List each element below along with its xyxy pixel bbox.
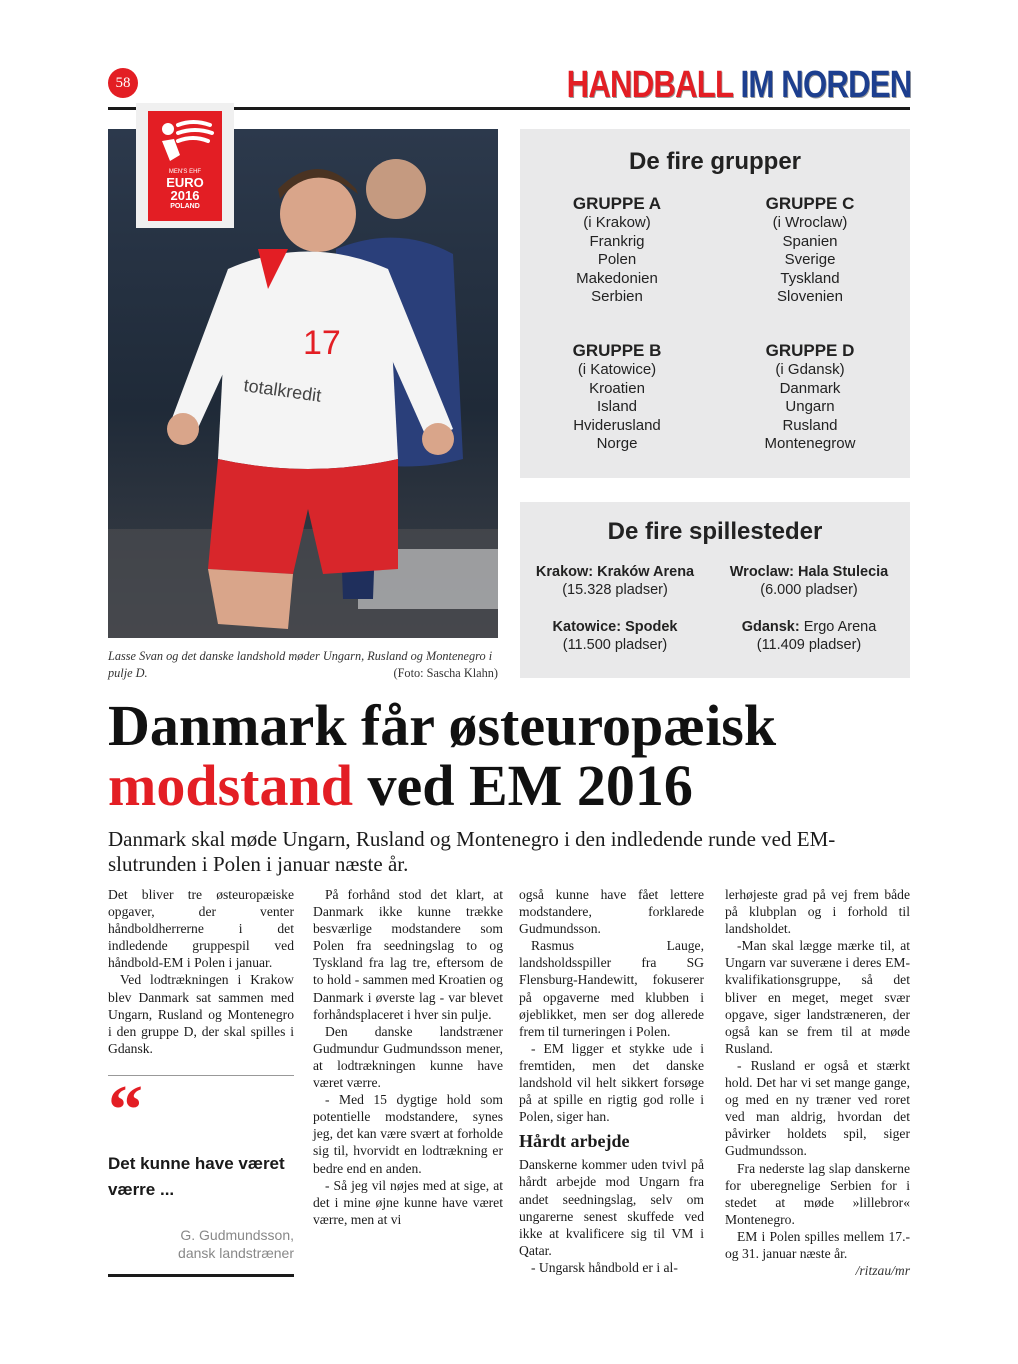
quote-attribution-role: dansk landstræner [178,1245,294,1261]
paragraph: Fra nederste lag slap danskerne for uberegnelige Serbien for i stedet at møde »lillebror« Montenegro. [725,1160,910,1227]
venue-city: Katowice: [552,619,622,635]
group-c [725,194,895,307]
paragraph: lerhøjeste grad på vej frem både på klubplan og i forhold til landsholdet. [725,887,910,937]
logo-line3: 2016 [170,188,200,203]
paragraph: - Rusland er også et stærkt hold. Det har vi set mange gange, og med en ny træner ved roret ved man aldrig, hvordan det påvirker holdets spil, siger Gudmundsson. [725,1057,910,1159]
group-team: Island [596,398,638,415]
group-team: Tyskland [780,269,840,287]
group-name: GRUPPE A [572,194,662,213]
logo-line4: POLAND [170,203,200,210]
venue-city: Gdansk: [741,619,800,635]
venue-arena: Spodek [625,619,678,635]
group-a [532,194,702,307]
group-city: (i Katowice) [577,361,657,378]
article-column-3 [519,886,704,1276]
group-team: Ungarn [785,398,835,415]
group-d [725,341,895,454]
euro-2016-logo [136,103,234,228]
venue-arena: Ergo Arena [803,619,877,635]
group-team: Polen [597,251,637,268]
article-headline [108,693,918,818]
quote-rule-bottom [108,1274,294,1277]
section-title-red: HANDBALL [566,64,733,106]
paragraph: -Man skal lægge mærke til, at Ungarn var suveræne i deres EM-kvalifikationsgruppe, så det bliver en meget, meget svær opgave, siger landstræneren, der også kan se frem til at møde Rusland. [725,938,910,1056]
logo-line1: MEN'S EHF [168,169,202,175]
logo-line2: EURO [166,175,204,190]
paragraph: EM i Polen spilles mellem 17.- og 31. januar næste år. [725,1228,910,1261]
groups-box [520,129,910,478]
caption-text: Lasse Svan og det danske landshold møder Ungarn, Rusland og Montenegro i pulje D. [108,649,493,680]
paragraph: Ved lodtrækningen i Krakow blev Danmark sat sammen med Ungarn, Rusland og Montenegro i den gruppe D, der skal spilles i Gdansk. [108,972,294,1056]
venue-arena: Hala Stulecia [797,564,889,580]
paragraph: Det bliver tre østeuropæiske opgaver, der venter håndboldherrerne i det indledende gruppespil ved håndbold-EM i Polen i januar. [108,887,294,971]
group-name: GRUPPE B [572,341,662,360]
pull-quote-attribution [108,1226,294,1262]
pull-quote-text: Det kunne have været værre ... [108,1154,285,1199]
venues-box [520,502,910,678]
group-b [532,341,702,454]
venue-capacity: (15.328 pladser) [562,582,668,598]
group-city: (i Gdansk) [775,361,845,378]
group-team: Rusland [782,416,838,434]
section-title [566,64,911,107]
venue-gdansk [714,618,904,654]
group-city: (i Wroclaw) [772,214,848,231]
article-subhead: Danmark skal møde Ungarn, Rusland og Montenegro i den indledende runde ved EM-slutrunden i Polen i januar næste år. [108,827,836,876]
venue-city: Wroclaw: [729,564,794,580]
venue-city: Krakow: [535,564,594,580]
group-team: Spanien [782,232,838,250]
paragraph: - Så jeg vil nøjes med at sige, at det i mine øjne kunne have været værre, men at vi [313,1177,503,1227]
group-team: Sverige [784,251,836,268]
group-team: Makedonien [576,269,658,287]
headline-line1: Danmark får østeuropæisk [108,693,777,758]
quote-attribution-name: G. Gudmundsson, [180,1227,294,1243]
paragraph: Rasmus Lauge, landsholdsspiller fra SG Flensburg-Handewitt, fokuserer på opgaverne med klubben i øjeblikket, men ser dog allerede frem til turneringen i Polen. [519,938,704,1039]
group-name: GRUPPE D [765,341,855,360]
article-column-1 [108,886,294,1057]
venue-arena: Kraków Arena [597,564,695,580]
venue-krakow [520,563,710,599]
venue-katowice [520,618,710,654]
group-name: GRUPPE C [765,194,855,213]
groups-box-title: De fire grupper [628,148,802,175]
group-team: Kroatien [589,379,645,397]
jersey-number: 17 [303,324,341,362]
venue-capacity: (6.000 pladser) [760,582,858,598]
paragraph: - EM ligger et stykke ude i fremtiden, men det danske landshold vil helt sikkert forsøge på at spille en rigtig god rolle i Polen, siger han. [519,1040,704,1125]
group-team: Frankrig [589,232,645,250]
group-team: Danmark [779,379,841,397]
paragraph: - Med 15 dygtige hold som potentielle modstandere, synes jeg, det kan være svært at forholde sig til, hvorvidt en lodtrækning er bedre end en anden. [313,1092,503,1176]
article-column-4 [725,886,910,1262]
headline-highlight: modstand [108,753,353,818]
quote-mark-icon: “ [108,1072,143,1149]
venues-box-title: De fire spillesteder [607,518,823,545]
article-column-2 [313,886,503,1228]
group-team: Hviderusland [573,416,661,434]
venue-capacity: (11.409 pladser) [756,637,862,653]
headline-line2: ved EM 2016 [352,753,693,818]
group-team: Serbien [591,288,643,305]
photo-caption [108,648,498,682]
section-subheading: Hårdt arbejde [519,1131,630,1152]
paragraph: På forhånd stod det klart, at Danmark ikke kunne trække besværlige modstandere som Polen fra seedningslag to og Tyskland fra lag tre, eftersom de to hold - sammen med Kroatien og Danmark i øverste lag - var blevet forhåndsplaceret i hver sin pulje. [313,887,503,1022]
group-team: Slovenien [777,288,843,305]
sponsor-text: totalkredit [242,375,323,406]
paragraph: - Ungarsk håndbold er i al- [531,1259,678,1275]
page-number: 58 [108,68,138,98]
section-title-blue: IM NORDEN [740,64,911,106]
group-team: Montenegrow [764,435,856,452]
paragraph: Den danske landstræner Gudmundur Gudmundsson mener, at lodtrækningen kunne have været værre. [313,1023,503,1091]
group-city: (i Krakow) [583,214,651,231]
venue-wroclaw [714,563,904,599]
paragraph: også kunne have fået lettere modstandere, forklarede Gudmundsson. [519,887,704,937]
venue-capacity: (11.500 pladser) [562,637,668,653]
byline-signature: /ritzau/mr [855,1263,910,1278]
group-team: Norge [596,435,638,452]
photo-credit: (Foto: Sascha Klahn) [393,666,498,680]
paragraph: Danskerne kommer uden tvivl på hårdt arbejde mod Ungarn fra andet seedningslag, selv om ungarerne senest skuffede ved ikke at kvalificere sig til VM i Qatar. [519,1157,704,1258]
